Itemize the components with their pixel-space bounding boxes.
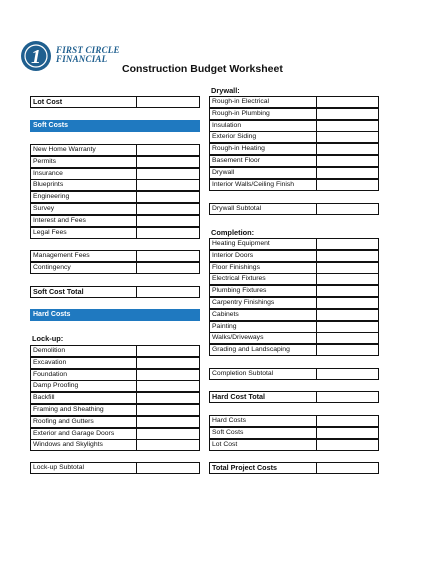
row-damp-proofing xyxy=(30,380,200,392)
row-damp-proofing-label: Damp Proofing xyxy=(33,382,79,390)
row-walks-driveways-amount-cell[interactable] xyxy=(316,333,378,343)
row-interest-and-fees-amount-cell[interactable] xyxy=(136,216,199,226)
row-drywall-subtotal xyxy=(209,203,379,215)
row-windows-and-skylights-amount-cell[interactable] xyxy=(136,440,199,450)
row-walks-driveways-label: Walks/Driveways xyxy=(212,334,264,342)
row-summary-lot-cost xyxy=(209,439,379,451)
heading-drywall: Drywall: xyxy=(211,86,240,95)
row-lot-cost-label: Lot Cost xyxy=(33,97,63,106)
row-summary-lot-cost-label: Lot Cost xyxy=(212,440,238,448)
row-carpentry-finishings-label: Carpentry Finishings xyxy=(212,299,275,306)
row-interest-and-fees xyxy=(30,215,200,227)
row-backfill xyxy=(30,392,200,404)
row-summary-hard-costs-label: Hard Costs xyxy=(212,417,246,424)
row-framing-and-sheathing-amount-cell[interactable] xyxy=(136,405,199,415)
row-insurance-amount-cell[interactable] xyxy=(136,169,199,179)
row-windows-and-skylights-label: Windows and Skylights xyxy=(33,441,103,449)
row-summary-lot-cost-amount-cell[interactable] xyxy=(316,440,378,450)
row-new-home-warranty xyxy=(30,144,200,156)
row-cabinets-amount-cell[interactable] xyxy=(316,310,378,320)
row-engineering xyxy=(30,191,200,203)
logo-wordmark xyxy=(56,46,120,64)
row-grading-and-landscaping-label: Grading and Landscaping xyxy=(212,346,290,354)
row-painting-label: Painting xyxy=(212,322,237,330)
row-insurance xyxy=(30,168,200,180)
row-damp-proofing-amount-cell[interactable] xyxy=(136,381,199,391)
row-hard-cost-total-amount-cell[interactable] xyxy=(316,392,378,402)
row-walks-driveways xyxy=(209,332,379,344)
section-soft-costs-label: Soft Costs xyxy=(33,122,68,129)
row-carpentry-finishings-amount-cell[interactable] xyxy=(316,298,378,308)
row-excavation-amount-cell[interactable] xyxy=(136,358,199,368)
row-drywall-subtotal-amount-cell[interactable] xyxy=(316,204,378,214)
row-summary-soft-costs-amount-cell[interactable] xyxy=(316,428,378,438)
row-interior-doors xyxy=(209,250,379,262)
row-blueprints xyxy=(30,179,200,191)
row-floor-finishings-amount-cell[interactable] xyxy=(316,263,378,273)
row-soft-cost-total-label: Soft Cost Total xyxy=(33,287,84,296)
row-rough-in-heating xyxy=(209,143,379,155)
row-plumbing-fixtures-label: Plumbing Fixtures xyxy=(212,287,267,295)
row-backfill-label: Backfill xyxy=(33,394,55,402)
row-electrical-fixtures-label: Electrical Fixtures xyxy=(212,275,266,283)
row-foundation-amount-cell[interactable] xyxy=(136,370,199,380)
row-grading-and-landscaping-amount-cell[interactable] xyxy=(316,345,378,355)
row-soft-cost-total-amount-cell[interactable] xyxy=(136,287,199,297)
row-excavation xyxy=(30,357,200,369)
row-rough-in-electrical xyxy=(209,96,379,108)
row-exterior-and-garage-doors-label: Exterior and Garage Doors xyxy=(33,429,115,437)
row-rough-in-electrical-label: Rough-in Electrical xyxy=(212,98,270,105)
row-plumbing-fixtures xyxy=(209,285,379,297)
row-backfill-amount-cell[interactable] xyxy=(136,393,199,403)
row-management-fees xyxy=(30,250,200,262)
row-cabinets-label: Cabinets xyxy=(212,310,239,318)
row-painting xyxy=(209,321,379,333)
row-heating-equipment-amount-cell[interactable] xyxy=(316,239,378,249)
logo-glyph: 1 xyxy=(31,46,41,68)
row-basement-floor xyxy=(209,155,379,167)
row-carpentry-finishings xyxy=(209,297,379,309)
row-soft-cost-total xyxy=(30,286,200,298)
row-total-project-costs xyxy=(209,462,379,474)
row-insulation xyxy=(209,120,379,132)
row-summary-hard-costs-amount-cell[interactable] xyxy=(316,416,378,426)
row-exterior-siding-label: Exterior Siding xyxy=(212,133,257,141)
row-windows-and-skylights xyxy=(30,439,200,451)
row-floor-finishings xyxy=(209,262,379,274)
row-foundation-label: Foundation xyxy=(33,370,68,378)
row-heating-equipment xyxy=(209,238,379,250)
row-plumbing-fixtures-amount-cell[interactable] xyxy=(316,286,378,296)
row-total-project-costs-amount-cell[interactable] xyxy=(316,463,378,473)
row-contingency-amount-cell[interactable] xyxy=(136,263,199,273)
row-completion-subtotal xyxy=(209,368,379,380)
row-management-fees-amount-cell[interactable] xyxy=(136,251,199,261)
row-basement-floor-amount-cell[interactable] xyxy=(316,156,378,166)
heading-lock-up: Lock-up: xyxy=(32,334,64,343)
row-painting-amount-cell[interactable] xyxy=(316,322,378,332)
row-lock-up-subtotal xyxy=(30,462,200,474)
row-insurance-label: Insurance xyxy=(33,169,63,177)
row-hard-cost-total-label: Hard Cost Total xyxy=(212,392,265,401)
row-new-home-warranty-amount-cell[interactable] xyxy=(136,145,199,155)
row-drywall xyxy=(209,167,379,179)
row-demolition-amount-cell[interactable] xyxy=(136,346,199,356)
row-contingency xyxy=(30,262,200,274)
first-circle-logo-icon xyxy=(20,40,52,72)
row-exterior-and-garage-doors xyxy=(30,428,200,440)
row-summary-soft-costs xyxy=(209,427,379,439)
logo-line-1: FIRST CIRCLE xyxy=(56,45,120,55)
row-heating-equipment-label: Heating Equipment xyxy=(212,240,270,247)
row-drywall-subtotal-label: Drywall Subtotal xyxy=(212,205,262,212)
row-completion-subtotal-amount-cell[interactable] xyxy=(316,369,378,379)
row-exterior-siding-amount-cell[interactable] xyxy=(316,132,378,142)
row-lot-cost xyxy=(30,96,200,108)
row-insulation-amount-cell[interactable] xyxy=(316,121,378,131)
row-foundation xyxy=(30,369,200,381)
row-interior-doors-amount-cell[interactable] xyxy=(316,251,378,261)
row-framing-and-sheathing xyxy=(30,404,200,416)
row-rough-in-plumbing-amount-cell[interactable] xyxy=(316,109,378,119)
row-lock-up-subtotal-label: Lock-up Subtotal xyxy=(33,464,85,471)
row-interior-doors-label: Interior Doors xyxy=(212,251,254,259)
row-interest-and-fees-label: Interest and Fees xyxy=(33,216,86,224)
row-interior-walls-ceiling-finish-amount-cell[interactable] xyxy=(316,180,378,190)
row-summary-hard-costs xyxy=(209,415,379,427)
row-insulation-label: Insulation xyxy=(212,121,242,129)
row-floor-finishings-label: Floor Finishings xyxy=(212,263,260,271)
row-management-fees-label: Management Fees xyxy=(33,252,90,259)
section-hard-costs xyxy=(30,309,200,321)
row-survey xyxy=(30,203,200,215)
row-interior-walls-ceiling-finish-label: Interior Walls/Ceiling Finish xyxy=(212,180,295,188)
row-hard-cost-total xyxy=(209,391,379,403)
row-lot-cost-amount-cell[interactable] xyxy=(136,97,199,107)
section-hard-costs-label: Hard Costs xyxy=(33,311,71,318)
row-permits-amount-cell[interactable] xyxy=(136,157,199,167)
row-exterior-siding xyxy=(209,131,379,143)
row-roofing-and-gutters-amount-cell[interactable] xyxy=(136,417,199,427)
logo-line-2: FINANCIAL xyxy=(56,54,108,64)
heading-completion: Completion: xyxy=(211,228,255,237)
row-exterior-and-garage-doors-amount-cell[interactable] xyxy=(136,429,199,439)
row-engineering-label: Engineering xyxy=(33,193,70,201)
row-legal-fees-amount-cell[interactable] xyxy=(136,228,199,238)
row-completion-subtotal-label: Completion Subtotal xyxy=(212,370,274,377)
row-lock-up-subtotal-amount-cell[interactable] xyxy=(136,463,199,473)
row-rough-in-electrical-amount-cell[interactable] xyxy=(316,97,378,107)
row-roofing-and-gutters xyxy=(30,416,200,428)
row-drywall-label: Drywall xyxy=(212,168,235,176)
row-rough-in-plumbing xyxy=(209,108,379,120)
row-roofing-and-gutters-label: Roofing and Gutters xyxy=(33,417,94,425)
row-drywall-amount-cell[interactable] xyxy=(316,168,378,178)
row-demolition-label: Demolition xyxy=(33,347,66,354)
row-demolition xyxy=(30,345,200,357)
row-excavation-label: Excavation xyxy=(33,358,67,366)
section-soft-costs xyxy=(30,120,200,132)
row-contingency-label: Contingency xyxy=(33,263,71,271)
row-permits xyxy=(30,156,200,168)
row-framing-and-sheathing-label: Framing and Sheathing xyxy=(33,406,104,413)
row-legal-fees xyxy=(30,227,200,239)
row-survey-label: Survey xyxy=(33,205,55,212)
row-rough-in-plumbing-label: Rough-in Plumbing xyxy=(212,109,270,117)
row-blueprints-amount-cell[interactable] xyxy=(136,180,199,190)
row-legal-fees-label: Legal Fees xyxy=(33,228,67,236)
page-title: Construction Budget Worksheet xyxy=(122,63,283,75)
row-basement-floor-label: Basement Floor xyxy=(212,157,260,164)
row-total-project-costs-label: Total Project Costs xyxy=(212,463,277,472)
row-new-home-warranty-label: New Home Warranty xyxy=(33,146,96,153)
row-survey-amount-cell[interactable] xyxy=(136,204,199,214)
row-electrical-fixtures-amount-cell[interactable] xyxy=(316,274,378,284)
row-permits-label: Permits xyxy=(33,157,57,165)
row-interior-walls-ceiling-finish xyxy=(209,179,379,191)
row-rough-in-heating-amount-cell[interactable] xyxy=(316,144,378,154)
row-blueprints-label: Blueprints xyxy=(33,181,64,189)
row-grading-and-landscaping xyxy=(209,344,379,356)
row-cabinets xyxy=(209,309,379,321)
row-summary-soft-costs-label: Soft Costs xyxy=(212,428,244,436)
row-rough-in-heating-label: Rough-in Heating xyxy=(212,145,265,153)
row-electrical-fixtures xyxy=(209,273,379,285)
row-engineering-amount-cell[interactable] xyxy=(136,192,199,202)
